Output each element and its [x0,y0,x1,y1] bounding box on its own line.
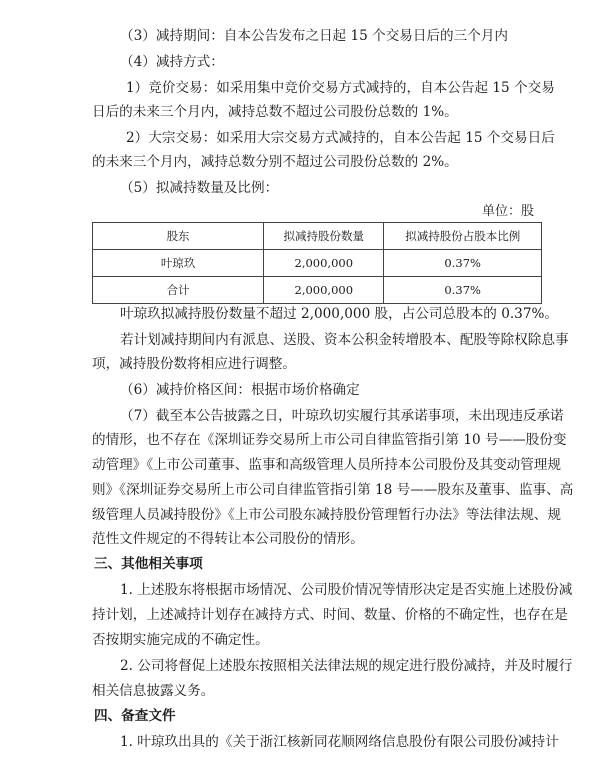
block-trade-line-1: 2）大宗交易：如采用大宗交易方式减持的，自本公告起 15 个交易日后 [126,130,555,146]
header-share-ratio: 拟减持股份占股本比例 [384,223,542,250]
other-item-1-line-1: 1. 上述股东将根据市场情况、公司股价情况等情形决定是否实施上述股份减 [120,582,573,598]
promise-line-2: 的情形，也不存在《深圳证券交易所上市公司自律监管指引第 10 号——股份变 [92,432,567,448]
other-item-1-line-2: 持计划，上述减持计划存在减持方式、时间、数量、价格的不确定性，也存在是 [92,607,568,623]
other-item-2-line-2: 相关信息披露义务。 [92,683,215,699]
table-row-total [93,277,542,304]
bidding-trade-line-2: 日后的未来三个月内，减持总数不超过公司股份总数的 1%。 [92,104,458,120]
adjustment-line-2: 项，减持股份数将相应进行调整。 [92,356,296,372]
other-item-2-line-1: 2. 公司将督促上述股东按照相关法律法规的规定进行股份减持，并及时履行 [120,658,573,674]
adjustment-line-1: 若计划减持期间内有派息、送股、资本公积金转增股本、配股等除权除息事 [120,332,569,348]
unit-label: 单位：股 [482,204,535,219]
section-heading-reference-documents: 四、备查文件 [94,708,176,724]
cell-ratio: 0.37% [384,250,542,277]
cell-total-label: 合计 [93,277,264,304]
header-share-quantity: 拟减持股份数量 [264,223,384,250]
block-trade-line-2: 的未来三个月内，减持总数分别不超过公司股份总数的 2%。 [92,154,458,170]
bidding-trade-line-1: 1）竞价交易：如采用集中竞价交易方式减持的，自本公告起 15 个交易 [126,80,555,96]
other-item-1-line-3: 否按期实施完成的不确定性。 [92,632,269,648]
promise-line-5: 级管理人员减持股份》《上市公司股东减持股份管理暂行办法》等法律法规、规 [92,507,561,523]
cell-shareholder: 叶琼玖 [93,250,264,277]
reference-document-1: 1. 叶琼玖出具的《关于浙江核新同花顺网络信息股份有限公司股份减持计 [120,734,559,750]
promise-line-4: 则》《深圳证券交易所上市公司自律监管指引第 18 号——股东及董事、监事、高 [92,482,574,498]
promise-line-3: 动管理》《上市公司董事、监事和高级管理人员所持本公司股份及其变动管理规 [92,457,561,473]
table-row [93,250,542,277]
promise-line-1: （7）截至本公告披露之日，叶琼玖切实履行其承诺事项，未出现违反承诺 [120,408,564,424]
after-table-note: 叶琼玖拟减持股份数量不超过 2,000,000 股，占公司总股本的 0.37%。 [120,306,558,322]
header-shareholder: 股东 [93,223,264,250]
price-range: （6）减持价格区间：根据市场价格确定 [120,382,360,398]
table-header-row [93,223,542,250]
section-heading-other-matters: 三、其他相关事项 [94,556,203,572]
reduction-method-heading: （4）减持方式： [120,54,224,70]
quantity-ratio-heading: （5）拟减持数量及比例： [120,180,279,196]
cell-quantity: 2,000,000 [264,250,384,277]
cell-total-ratio: 0.37% [384,277,542,304]
cell-total-quantity: 2,000,000 [264,277,384,304]
reduction-table [92,222,542,304]
reduction-period: （3）减持期间：自本公告发布之日起 15 个交易日后的三个月内 [120,28,509,44]
promise-line-6: 范性文件规定的不得转让本公司股份的情形。 [92,531,364,547]
